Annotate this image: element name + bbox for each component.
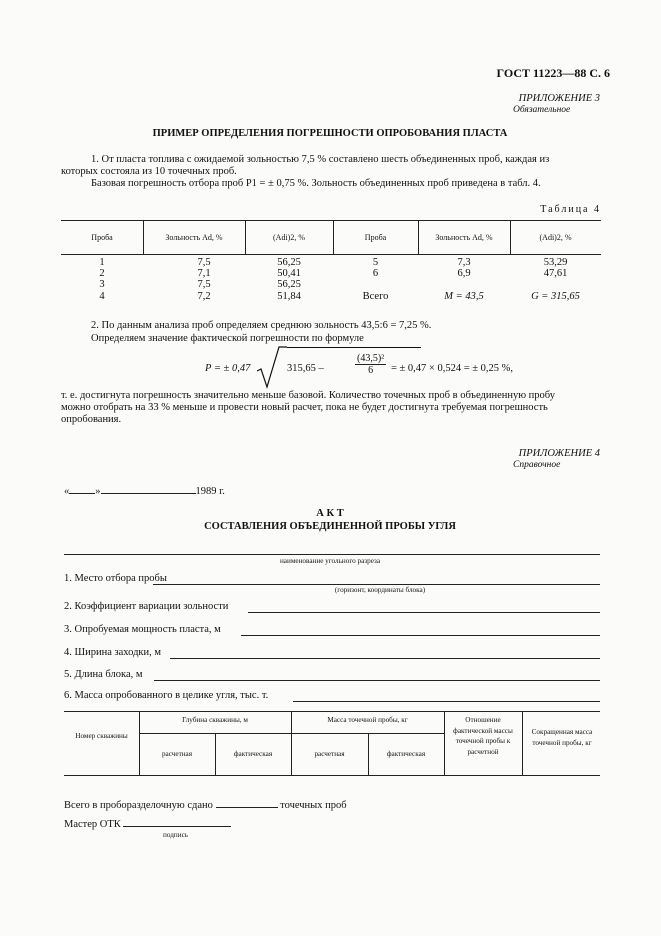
date-year: 1989 г. [195,486,225,497]
formula-lhs: P = ± 0,47 [205,363,251,374]
table4-cell: G = 315,65 [531,291,580,302]
act-group-depth: Глубина скважины, м [182,716,248,724]
table4-caption: Таблица 4 [540,204,601,215]
table4-header-cell: Проба [364,233,387,242]
appendix4-title: ПРИЛОЖЕНИЕ 4 [518,448,600,459]
act-group-mass: Масса точечной пробы, кг [327,716,408,724]
act-title: А К Т [316,508,344,519]
section-title: ПРИМЕР ОПРЕДЕЛЕНИЯ ПОГРЕШНОСТИ ОПРОБОВАНИЯ ПЛАСТА [152,128,508,139]
table4-cell: 7,1 [197,268,211,279]
table4-cell: 53,29 [543,257,568,268]
table4-cell: 7,3 [457,257,471,268]
table4-cell: M = 43,5 [444,291,484,302]
field-6-label: 6. Масса опробованного в целике угля, тыс. т. [64,690,269,701]
table4-cell: 7,2 [197,291,211,302]
table4-cell: 7,5 [197,279,211,290]
table4-cell: 7,5 [197,257,211,268]
field-2-label: 2. Коэффициент вариации зольности [64,601,229,612]
date-line [64,484,225,497]
table4-header-cell: (Adi)2, % [273,233,305,242]
table4-cell: 56,25 [277,257,301,268]
total-prefix: Всего в проборазделочную сдано [64,800,213,811]
field-5-line[interactable] [154,680,600,681]
total-suffix: точечных проб [280,800,347,811]
table4-header-cell: (Adi)2, % [539,233,572,242]
field-2-line[interactable] [248,612,600,613]
field-1-caption: (горизонт, координаты блока) [334,586,426,594]
table4-cell: 3 [99,279,105,290]
master-label: Мастер ОТК [64,819,121,830]
table4-cell: 6,9 [457,268,471,279]
act-col-ratio: Отношение фактической массы точечной пробы к расчетной [453,716,513,756]
sqrt-sign-icon [257,345,287,389]
signature-caption: подпись [163,831,189,839]
table4-cell: 56,25 [277,279,301,290]
total-line [64,798,347,811]
formula-denominator: 6 [368,365,374,376]
signature-blank[interactable] [123,817,231,827]
table4-cell: 5 [372,257,379,268]
formula-fraction [355,353,386,376]
document-code: ГОСТ 11223—88 С. 6 [496,66,610,80]
table4-header-cell: Зольность Ad, % [165,233,223,242]
act-sub-mass-fact: фактическая [386,750,426,758]
table4-cell: 4 [99,291,105,302]
month-blank[interactable] [101,484,196,494]
act-subtitle: СОСТАВЛЕНИЯ ОБЪЕДИНЕННОЙ ПРОБЫ УГЛЯ [204,521,456,532]
para2-line2: Определяем значение фактической погрешности по формуле [91,333,364,344]
para3-line1: т. е. достигнута погрешность значительно меньше базовой. Количество точечных проб в объединенную пробу [61,390,555,401]
act-sub-depth-calc: расчетная [161,750,193,758]
formula-numerator: (43,5)² [357,353,385,364]
field-5-label: 5. Длина блока, м [64,669,143,680]
para3-line3: опробования. [61,414,122,425]
appendix4-status: Справочное [513,460,561,470]
act-sub-mass-calc: расчетная [314,750,345,758]
field-3-line[interactable] [241,635,600,636]
table4-header-cell: Проба [91,233,113,242]
day-blank[interactable] [69,484,95,494]
appendix3-title: ПРИЛОЖЕНИЕ 3 [518,93,600,104]
total-count-blank[interactable] [216,798,278,808]
field-6-line[interactable] [293,701,600,702]
act-col-well-number: Номер скважины [75,732,128,740]
para1-line3: Базовая погрешность отбора проб P1 = ± 0,75 %. Зольность объединенных проб приведена в табл. 4. [91,178,541,189]
table4-cell: 51,84 [277,291,301,302]
table4-cell: 6 [372,268,379,279]
para2-line1: 2. По данным анализа проб определяем среднюю зольность 43,5:6 = 7,25 %. [91,320,432,331]
field-4-line[interactable] [170,658,600,659]
act-sub-depth-fact: фактическая [233,750,273,758]
section-name-line[interactable] [64,554,600,555]
table4-cell: Всего [362,291,389,302]
section-name-caption: наименование угольного разреза [279,557,381,565]
field-1-line[interactable] [153,584,600,585]
formula-rhs: = ± 0,47 × 0,524 = ± 0,25 %, [391,363,514,374]
act-col-reduced-mass: Сокращенная масса точечной пробы, кг [531,728,593,747]
appendix3-status: Обязательное [513,105,571,115]
table4-cell: 47,61 [543,268,568,279]
table4-cell: 2 [99,268,105,279]
table4-header-cell: Зольность Ad, % [435,233,493,242]
table4-cell: 1 [99,257,105,268]
para3-line2: можно отобрать на 33 % меньше и провести новый расчет, пока не будет достигнута требуемая погрешность [61,402,548,413]
para1-line1: 1. От пласта топлива с ожидаемой зольностью 7,5 % составлено шесть объединенных проб, каждая из [91,154,550,165]
formula [205,345,514,393]
field-1-label: 1. Место отбора пробы [64,573,167,584]
date-quote-open: « [64,486,70,497]
para1-line2: которых состояла из 10 точечных проб. [61,166,237,177]
master-line [64,817,231,830]
field-3-label: 3. Опробуемая мощность пласта, м [64,624,221,635]
date-quote-close: » [95,486,101,497]
field-4-label: 4. Ширина заходки, м [64,647,162,658]
table4-cell: 50,41 [277,268,301,279]
formula-radicand: 315,65 – [287,363,324,374]
